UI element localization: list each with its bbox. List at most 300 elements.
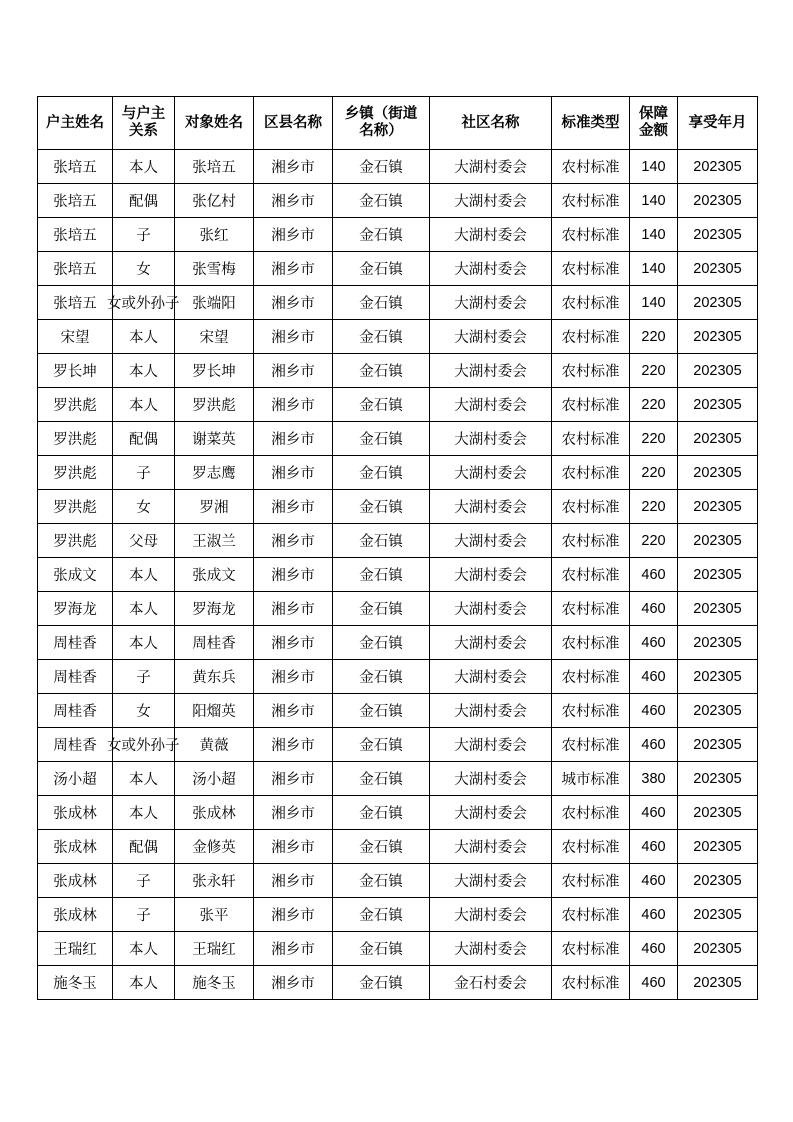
cell-community (430, 694, 552, 728)
table-row (38, 864, 758, 898)
cell-householder (38, 728, 113, 762)
cell-relation (113, 592, 175, 626)
cell-community (430, 830, 552, 864)
cell-householder (38, 796, 113, 830)
cell-community-text: 大湖村委会 (454, 704, 527, 720)
cell-community-text: 大湖村委会 (454, 500, 527, 516)
cell-community-text: 大湖村委会 (454, 160, 527, 176)
cell-county-text: 湘乡市 (271, 330, 315, 346)
cell-householder (38, 184, 113, 218)
cell-name (175, 218, 254, 252)
cell-period-text: 202305 (693, 294, 742, 311)
cell-householder-text: 张培五 (53, 296, 97, 312)
cell-householder-text: 张培五 (53, 228, 97, 244)
cell-period (678, 660, 758, 694)
cell-period-text: 202305 (693, 770, 742, 787)
cell-county (254, 830, 333, 864)
cell-amount-text: 220 (641, 498, 666, 515)
cell-relation (107, 728, 180, 762)
cell-county-text: 湘乡市 (271, 976, 315, 992)
cell-relation (113, 864, 175, 898)
cell-standard-text: 农村标准 (561, 704, 620, 720)
cell-householder-text: 周桂香 (53, 704, 97, 720)
cell-name-text: 罗湘 (199, 500, 229, 516)
cell-standard-text: 农村标准 (561, 466, 620, 482)
cell-town-text: 金石镇 (359, 534, 403, 550)
cell-period-text: 202305 (693, 634, 742, 651)
cell-amount (630, 966, 678, 1000)
cell-name (175, 966, 254, 1000)
cell-name-text: 罗长坤 (192, 364, 236, 380)
cell-name-text: 阳熘英 (192, 704, 236, 720)
cell-relation-text: 女 (136, 704, 151, 720)
cell-name (175, 150, 254, 184)
cell-amount-text: 140 (641, 294, 666, 311)
cell-period-text: 202305 (693, 872, 742, 889)
cell-county-text: 湘乡市 (271, 772, 315, 788)
cell-relation-text: 配偶 (129, 194, 158, 210)
cell-name-text: 张成林 (192, 806, 236, 822)
cell-community (430, 286, 552, 320)
cell-name-text: 张永轩 (192, 874, 236, 890)
cell-standard-text: 城市标准 (561, 772, 620, 788)
cell-amount-text: 460 (641, 736, 666, 753)
cell-amount-text: 140 (641, 158, 666, 175)
cell-period-text: 202305 (693, 464, 742, 481)
cell-householder-text: 汤小超 (53, 772, 97, 788)
cell-community (430, 354, 552, 388)
cell-standard-text: 农村标准 (561, 874, 620, 890)
cell-county (254, 660, 333, 694)
cell-householder-text: 张培五 (53, 160, 97, 176)
cell-period (678, 456, 758, 490)
cell-relation (113, 422, 175, 456)
cell-relation-text: 本人 (129, 568, 158, 584)
cell-county (254, 286, 333, 320)
cell-community-text: 大湖村委会 (454, 228, 527, 244)
cell-relation (113, 252, 175, 286)
header-name (175, 97, 254, 150)
cell-county (254, 490, 333, 524)
cell-town (333, 864, 430, 898)
cell-householder (38, 864, 113, 898)
header-standard-label: 标准类型 (561, 114, 620, 131)
cell-community-text: 大湖村委会 (454, 330, 527, 346)
cell-standard (552, 286, 630, 320)
cell-name (175, 796, 254, 830)
cell-relation (113, 966, 175, 1000)
cell-community (430, 490, 552, 524)
cell-county-text: 湘乡市 (271, 194, 315, 210)
cell-community (430, 524, 552, 558)
cell-householder-text: 周桂香 (53, 738, 97, 754)
cell-town-text: 金石镇 (359, 738, 403, 754)
table-row (38, 456, 758, 490)
cell-period-text: 202305 (693, 566, 742, 583)
cell-standard-text: 农村标准 (561, 330, 620, 346)
cell-amount (630, 728, 678, 762)
cell-community-text: 大湖村委会 (454, 432, 527, 448)
cell-standard-text: 农村标准 (561, 976, 620, 992)
cell-community-text: 大湖村委会 (454, 602, 527, 618)
cell-community-text: 大湖村委会 (454, 738, 527, 754)
cell-community-text: 金石村委会 (454, 976, 527, 992)
header-relation-line2: 关系 (129, 123, 158, 139)
cell-period-text: 202305 (693, 328, 742, 345)
cell-county-text: 湘乡市 (271, 908, 315, 924)
cell-amount (630, 626, 678, 660)
cell-name-text: 罗海龙 (192, 602, 236, 618)
cell-community (430, 150, 552, 184)
cell-householder (38, 422, 113, 456)
cell-town (333, 422, 430, 456)
cell-amount-text: 220 (641, 464, 666, 481)
cell-community-text: 大湖村委会 (454, 194, 527, 210)
cell-community (430, 626, 552, 660)
cell-standard (552, 694, 630, 728)
cell-name (175, 490, 254, 524)
cell-name (175, 524, 254, 558)
cell-county-text: 湘乡市 (271, 466, 315, 482)
cell-community (430, 252, 552, 286)
cell-county-text: 湘乡市 (271, 704, 315, 720)
cell-amount-text: 380 (641, 770, 666, 787)
cell-householder (38, 490, 113, 524)
cell-amount-text: 220 (641, 396, 666, 413)
cell-relation (113, 932, 175, 966)
cell-town (333, 490, 430, 524)
cell-householder-text: 罗洪彪 (53, 500, 97, 516)
cell-standard-text: 农村标准 (561, 228, 620, 244)
cell-relation (113, 354, 175, 388)
cell-relation (113, 456, 175, 490)
cell-amount-text: 460 (641, 872, 666, 889)
cell-amount-text: 460 (641, 634, 666, 651)
cell-relation-text: 女 (136, 500, 151, 516)
table-row (38, 354, 758, 388)
cell-standard (552, 728, 630, 762)
cell-town-text: 金石镇 (359, 160, 403, 176)
cell-community-text: 大湖村委会 (454, 874, 527, 890)
header-amount (630, 97, 678, 150)
cell-county (254, 898, 333, 932)
cell-relation-text: 子 (136, 874, 151, 890)
cell-period-text: 202305 (693, 940, 742, 957)
cell-community-text: 大湖村委会 (454, 772, 527, 788)
cell-county-text: 湘乡市 (271, 840, 315, 856)
cell-community-text: 大湖村委会 (454, 908, 527, 924)
table-row (38, 150, 758, 184)
header-row (38, 97, 758, 150)
cell-name-text: 施冬玉 (192, 976, 236, 992)
cell-standard (552, 932, 630, 966)
cell-standard-text: 农村标准 (561, 534, 620, 550)
cell-amount-text: 460 (641, 702, 666, 719)
cell-standard-text: 农村标准 (561, 942, 620, 958)
cell-householder-text: 周桂香 (53, 670, 97, 686)
cell-householder (38, 694, 113, 728)
cell-householder-text: 张成林 (53, 840, 97, 856)
cell-town (333, 932, 430, 966)
cell-amount-text: 220 (641, 328, 666, 345)
cell-name-text: 张平 (199, 908, 229, 924)
cell-town-text: 金石镇 (359, 840, 403, 856)
cell-town-text: 金石镇 (359, 942, 403, 958)
cell-standard-text: 农村标准 (561, 806, 620, 822)
table-row (38, 966, 758, 1000)
cell-town-text: 金石镇 (359, 296, 403, 312)
cell-relation-text: 女或外孙子 (107, 738, 180, 754)
cell-name-text: 王瑞红 (192, 942, 236, 958)
table-row (38, 490, 758, 524)
cell-town (333, 558, 430, 592)
cell-householder (38, 388, 113, 422)
cell-period (678, 592, 758, 626)
cell-name (175, 932, 254, 966)
cell-town-text: 金石镇 (359, 636, 403, 652)
cell-standard-text: 农村标准 (561, 636, 620, 652)
cell-relation (113, 320, 175, 354)
cell-community (430, 864, 552, 898)
header-community-label: 社区名称 (461, 114, 520, 131)
cell-amount (630, 830, 678, 864)
table-row (38, 660, 758, 694)
cell-town-text: 金石镇 (359, 908, 403, 924)
cell-relation-text: 本人 (129, 364, 158, 380)
cell-householder-text: 张成文 (53, 568, 97, 584)
cell-county (254, 252, 333, 286)
cell-period (678, 388, 758, 422)
cell-period-text: 202305 (693, 804, 742, 821)
cell-standard (552, 388, 630, 422)
cell-period-text: 202305 (693, 158, 742, 175)
cell-standard-text: 农村标准 (561, 296, 620, 312)
cell-standard (552, 762, 630, 796)
cell-standard-text: 农村标准 (561, 432, 620, 448)
cell-community-text: 大湖村委会 (454, 364, 527, 380)
cell-period-text: 202305 (693, 702, 742, 719)
cell-period-text: 202305 (693, 260, 742, 277)
cell-amount-text: 220 (641, 532, 666, 549)
cell-relation-text: 配偶 (129, 840, 158, 856)
cell-period (678, 728, 758, 762)
cell-relation-text: 本人 (129, 976, 158, 992)
cell-householder-text: 罗洪彪 (53, 432, 97, 448)
cell-county (254, 320, 333, 354)
cell-town (333, 762, 430, 796)
cell-town (333, 966, 430, 1000)
cell-standard (552, 218, 630, 252)
cell-period-text: 202305 (693, 192, 742, 209)
cell-period (678, 762, 758, 796)
cell-amount (630, 864, 678, 898)
cell-standard-text: 农村标准 (561, 908, 620, 924)
cell-name (175, 592, 254, 626)
cell-relation-text: 本人 (129, 160, 158, 176)
cell-period-text: 202305 (693, 498, 742, 515)
cell-period-text: 202305 (693, 362, 742, 379)
cell-householder (38, 932, 113, 966)
cell-standard (552, 524, 630, 558)
cell-standard (552, 898, 630, 932)
cell-standard (552, 830, 630, 864)
table-row (38, 728, 758, 762)
cell-householder (38, 626, 113, 660)
cell-name-text: 周桂香 (192, 636, 236, 652)
table-row (38, 422, 758, 456)
table-row (38, 524, 758, 558)
cell-community (430, 422, 552, 456)
table-body (38, 150, 758, 1000)
cell-town (333, 150, 430, 184)
cell-town (333, 286, 430, 320)
table-row (38, 252, 758, 286)
subsidy-table (37, 96, 758, 1000)
cell-community (430, 728, 552, 762)
cell-amount (630, 320, 678, 354)
cell-name (175, 558, 254, 592)
cell-name-text: 罗洪彪 (192, 398, 236, 414)
cell-name (175, 728, 254, 762)
cell-community (430, 660, 552, 694)
cell-county-text: 湘乡市 (271, 432, 315, 448)
cell-town-text: 金石镇 (359, 228, 403, 244)
cell-relation (107, 286, 180, 320)
table-row (38, 626, 758, 660)
cell-period (678, 490, 758, 524)
cell-county-text: 湘乡市 (271, 602, 315, 618)
cell-amount (630, 286, 678, 320)
cell-relation-text: 本人 (129, 398, 158, 414)
cell-householder (38, 592, 113, 626)
cell-period (678, 286, 758, 320)
cell-standard (552, 966, 630, 1000)
cell-name-text: 张红 (199, 228, 229, 244)
cell-householder (38, 762, 113, 796)
cell-county (254, 150, 333, 184)
cell-amount (630, 898, 678, 932)
cell-relation (113, 626, 175, 660)
cell-town (333, 592, 430, 626)
cell-town-text: 金石镇 (359, 976, 403, 992)
cell-standard (552, 864, 630, 898)
cell-period (678, 966, 758, 1000)
cell-householder (38, 830, 113, 864)
cell-community-text: 大湖村委会 (454, 806, 527, 822)
cell-town (333, 694, 430, 728)
cell-county-text: 湘乡市 (271, 636, 315, 652)
cell-householder-text: 罗长坤 (53, 364, 97, 380)
cell-town (333, 626, 430, 660)
cell-county-text: 湘乡市 (271, 806, 315, 822)
cell-county-text: 湘乡市 (271, 160, 315, 176)
cell-town (333, 354, 430, 388)
cell-period-text: 202305 (693, 396, 742, 413)
cell-householder-text: 罗洪彪 (53, 466, 97, 482)
header-amount-line2: 金额 (639, 123, 668, 139)
cell-period-text: 202305 (693, 226, 742, 243)
cell-period (678, 354, 758, 388)
cell-amount (630, 932, 678, 966)
cell-period-text: 202305 (693, 974, 742, 991)
cell-standard (552, 592, 630, 626)
cell-standard-text: 农村标准 (561, 194, 620, 210)
cell-householder-text: 张培五 (53, 194, 97, 210)
cell-householder (38, 898, 113, 932)
cell-name-text: 汤小超 (192, 772, 236, 788)
header-community (430, 97, 552, 150)
cell-name-text: 张培五 (192, 160, 236, 176)
cell-community-text: 大湖村委会 (454, 636, 527, 652)
cell-standard (552, 354, 630, 388)
cell-amount-text: 460 (641, 804, 666, 821)
cell-standard-text: 农村标准 (561, 840, 620, 856)
cell-period-text: 202305 (693, 668, 742, 685)
cell-householder (38, 354, 113, 388)
cell-householder (38, 966, 113, 1000)
cell-householder-text: 施冬玉 (53, 976, 97, 992)
cell-standard (552, 558, 630, 592)
cell-community-text: 大湖村委会 (454, 534, 527, 550)
header-relation (113, 97, 175, 150)
cell-community (430, 762, 552, 796)
cell-amount-text: 460 (641, 974, 666, 991)
cell-amount-text: 460 (641, 668, 666, 685)
cell-town-text: 金石镇 (359, 432, 403, 448)
cell-county-text: 湘乡市 (271, 364, 315, 380)
cell-amount-text: 460 (641, 600, 666, 617)
cell-standard-text: 农村标准 (561, 262, 620, 278)
cell-name (175, 626, 254, 660)
cell-relation-text: 本人 (129, 330, 158, 346)
cell-community (430, 184, 552, 218)
cell-amount (630, 762, 678, 796)
cell-town (333, 218, 430, 252)
cell-name-text: 张雪梅 (192, 262, 236, 278)
cell-relation (113, 558, 175, 592)
cell-relation-text: 本人 (129, 636, 158, 652)
cell-period (678, 898, 758, 932)
cell-county-text: 湘乡市 (271, 942, 315, 958)
cell-amount (630, 524, 678, 558)
cell-town (333, 898, 430, 932)
cell-householder-text: 罗洪彪 (53, 534, 97, 550)
cell-relation-text: 女或外孙子 (107, 296, 180, 312)
cell-amount (630, 218, 678, 252)
cell-period (678, 218, 758, 252)
table-row (38, 320, 758, 354)
cell-amount (630, 354, 678, 388)
cell-town (333, 796, 430, 830)
cell-period (678, 524, 758, 558)
cell-period (678, 626, 758, 660)
table-header (38, 97, 758, 150)
cell-amount (630, 796, 678, 830)
cell-householder-text: 周桂香 (53, 636, 97, 652)
cell-town (333, 184, 430, 218)
table-row (38, 898, 758, 932)
header-name-label: 对象姓名 (185, 114, 243, 131)
table-row (38, 184, 758, 218)
cell-householder-text: 张成林 (53, 806, 97, 822)
cell-county-text: 湘乡市 (271, 398, 315, 414)
cell-community (430, 218, 552, 252)
cell-community-text: 大湖村委会 (454, 568, 527, 584)
cell-town (333, 320, 430, 354)
cell-community (430, 558, 552, 592)
cell-county-text: 湘乡市 (271, 228, 315, 244)
cell-period (678, 320, 758, 354)
